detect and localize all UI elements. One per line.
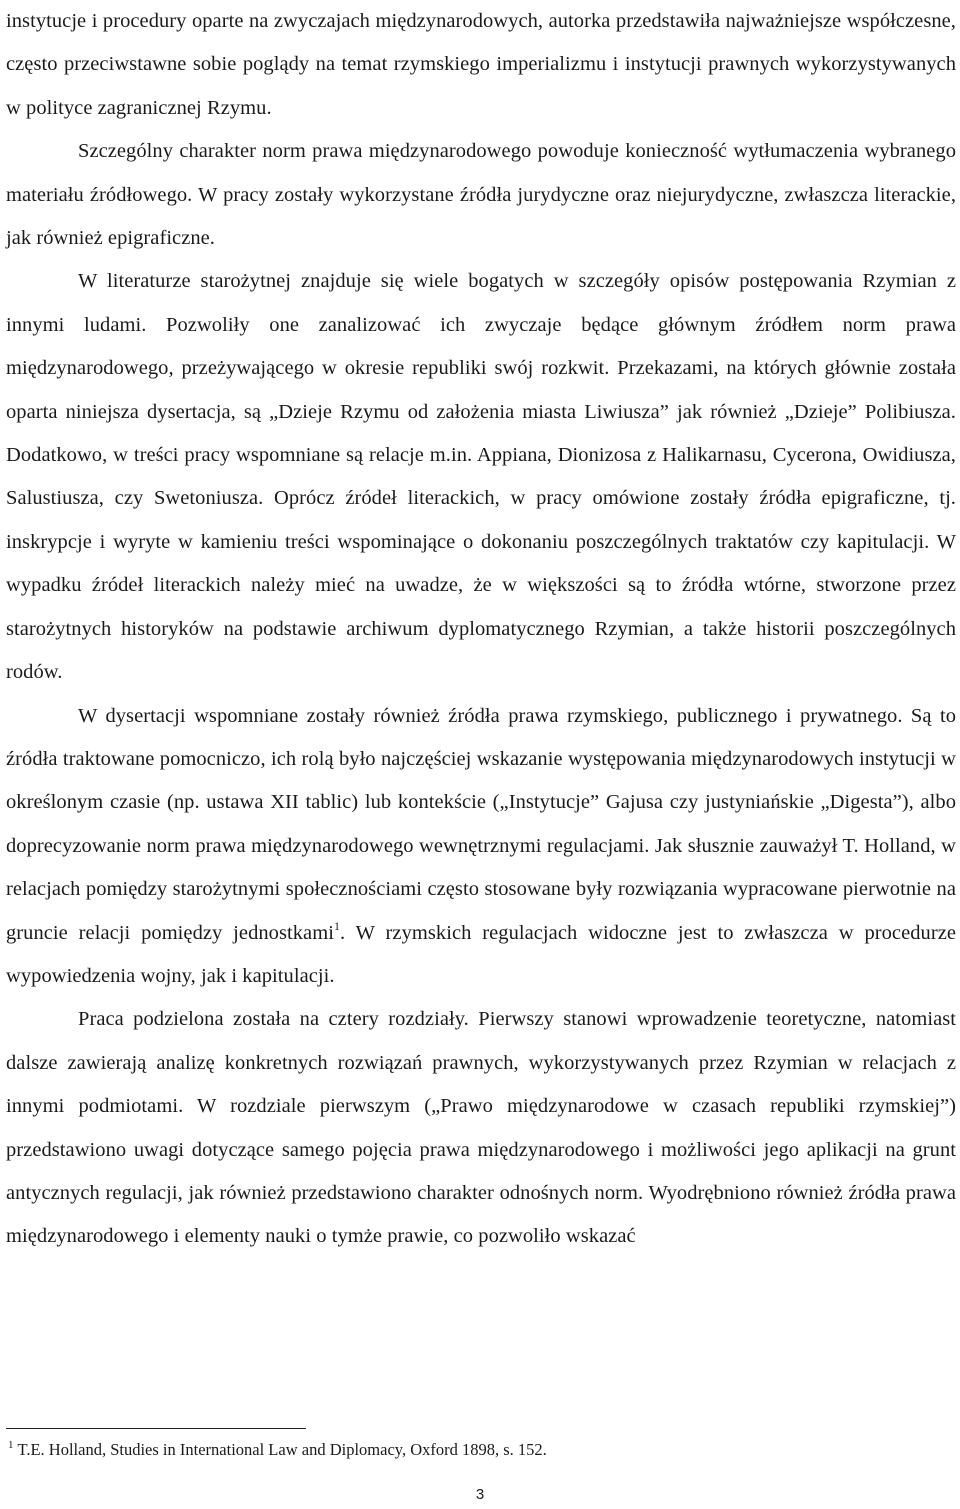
paragraph-1 (6, 0, 956, 130)
footnote-mark: 1 (8, 1439, 14, 1451)
paragraph-4 (6, 695, 956, 999)
footnote-reference[interactable]: 1 (333, 918, 341, 933)
footnote-separator (6, 1428, 306, 1429)
document-page (6, 0, 956, 1259)
paragraph-1-text: instytucje i procedury oparte na zwyczajach międzynarodowych, autorka przedstawiła najważniejsze współczesne, często przeciwstawne sobie poglądy na temat rzymskiego imperializmu i instytucji prawnych wykorzystywanych w polityce zagranicznej Rzymu. (6, 10, 956, 119)
paragraph-4-text: W dysertacji wspomniane zostały również źródła prawa rzymskiego, publicznego i prywatnego. Są to źródła traktowane pomocniczo, ich rolą było najczęściej wskazanie występowania międzynarodowych instytucji w określonym czasie (np. ustawa XII tablic) lub kontekście („Instytucje” Gajusa czy justyniańskie „Digesta”), albo doprecyzowanie norm prawa międzynarodowego wewnętrznymi regulacjami. Jak słusznie zauważył T. Holland, w relacjach pomiędzy starożytnymi społecznościami często stosowane były rozwiązania wypracowane pierwotnie na gruncie relacji pomiędzy jednostkami (6, 704, 956, 944)
paragraph-5-text: Praca podzielona została na cztery rozdziały. Pierwszy stanowi wprowadzenie teoretyczne, natomiast dalsze zawierają analizę konkretnych rozwiązań prawnych, wykorzystywanych przez Rzymian w relacjach z innymi podmiotami. W rozdziale pierwszym („Prawo międzynarodowe w czasach republiki rzymskiej”) przedstawiono uwagi dotyczące samego pojęcia prawa międzynarodowego i możliwości jego aplikacji na grunt antycznych regulacji, jak również przedstawiono charakter odnośnych norm. Wyodrębniono również źródła prawa międzynarodowego i elementy nauki o tymże prawie, co pozwoliło wskazać (6, 1008, 956, 1248)
footnote (8, 1437, 948, 1463)
footnote-text: T.E. Holland, Studies in International Law and Diplomacy, Oxford 1898, s. 152. (17, 1440, 547, 1459)
paragraph-3-text: W literaturze starożytnej znajduje się wiele bogatych w szczegóły opisów postępowania Rzymian z innymi ludami. Pozwoliły one zanalizować ich zwyczaje będące głównym źródłem norm prawa międzynarodowego, przeżywającego w okresie republiki swój rozkwit. Przekazami, na których głównie została oparta niniejsza dysertacja, są „Dzieje Rzymu od założenia miasta Liwiusza” jak również „Dzieje” Polibiusza. Dodatkowo, w treści pracy wspomniane są relacje m.in. Appiana, Dionizosa z Halikarnasu, Cycerona, Owidiusza, Salustiusza, czy Swetoniusza. Oprócz źródeł literackich, w pracy omówione zostały źródła epigraficzne, tj. inskrypcje i wyryte w kamieniu treści wspominające o dokonaniu poszczególnych traktatów czy kapitulacji. W wypadku źródeł literackich należy mieć na uwadze, że w większości są to źródła wtórne, stworzone przez starożytnych historyków na podstawie archiwum dyplomatycznego Rzymian, a także historii poszczególnych rodów. (6, 270, 956, 684)
paragraph-2-text: Szczególny charakter norm prawa międzynarodowego powoduje konieczność wytłumaczenia wybranego materiału źródłowego. W pracy zostały wykorzystane źródła jurydyczne oraz niejurydyczne, zwłaszcza literackie, jak również epigraficzne. (6, 140, 956, 250)
paragraph-4-text-after: . W rzymskich regulacjach widoczne jest to zwłaszcza w procedurze wypowiedzenia wojny, jak i kapitulacji. (6, 921, 956, 987)
paragraph-3 (6, 260, 956, 694)
paragraph-2 (6, 130, 956, 260)
paragraph-5 (6, 998, 956, 1258)
page-number: 3 (475, 1486, 485, 1503)
body-text (6, 0, 956, 1259)
